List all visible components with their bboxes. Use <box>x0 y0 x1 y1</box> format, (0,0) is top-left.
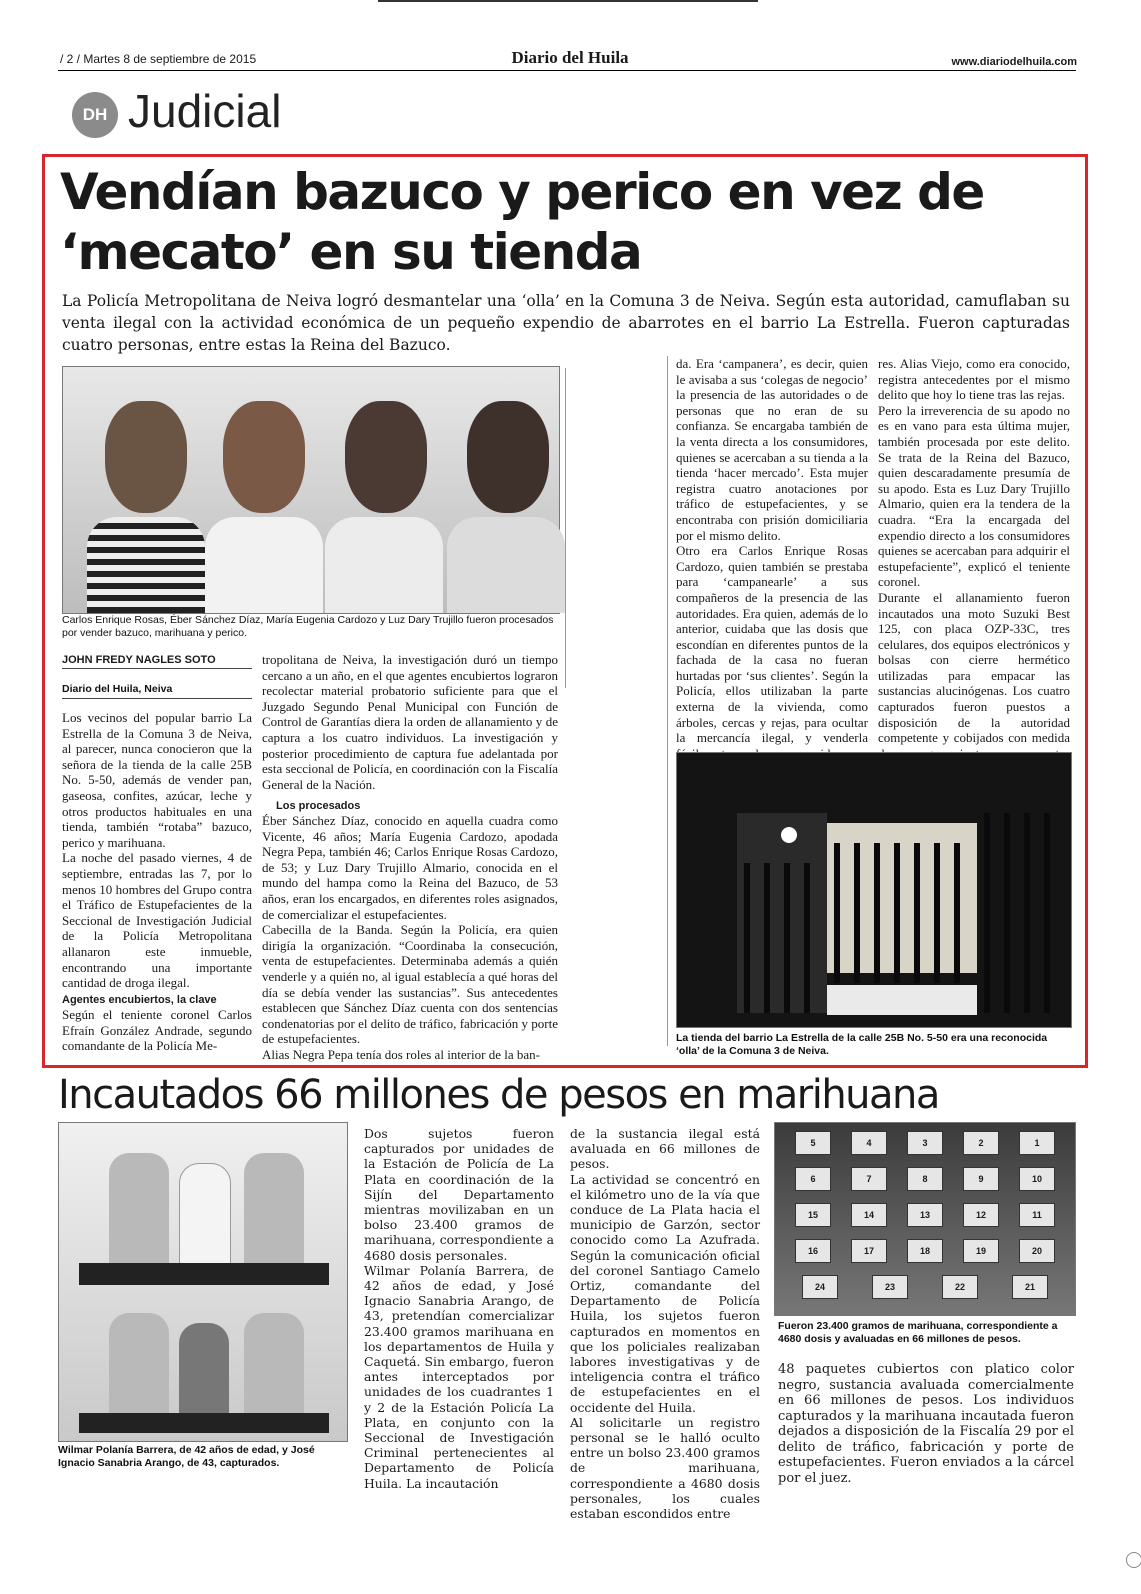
package-label: 8 <box>907 1167 943 1191</box>
suspect-face-2 <box>223 401 305 513</box>
officer-figure <box>244 1153 304 1263</box>
second-col1: Dos sujetos fueron capturados por unidades de la Estación de Policía de La Plata en coordinación de la Sijín del Departamento mientras movilizaban en un bolso 23.400 gramos de marihuana, correspondiente a 4680 dosis personales. Wilmar Polanía Barrera, de 42 años de edad, y José Ignacio Sanabria Arango, de 43, pretendían comercializar 23.400 gramos marihuana en los departamentos de Huila y Caquetá. Sin embargo, fueron antes interceptados por unidades de los cuadrantes 1 y 2 de la Estación Policía La Plata, en conjunto con la Seccional de Investigación Criminal pertenecientes al Departamento de Policía Huila. La incautación <box>364 1126 554 1491</box>
main-col3: da. Era ‘campanera’, es decir, quien le avisaba a sus ‘colegas de negocio’ la presencia de las autoridades o de personas que no eran de su confianza. Se encargaba también de la venta directa a los consumidores, quienes se acercaban a su tienda a la tienda ‘hacer mercado’. Esta mujer registra cuatro anotaciones por tráfico de estupefacientes, y se encontraba con prisión domiciliaria por el mismo delito. Otro era Carlos Enrique Rosas Cardozo, quien también se prestaba para ‘campanearle’ a sus compañeros de la presencia de las autoridades. Era quien, además de lo anterior, cuidaba que las dosis que escondían en diferentes puntos de la fachada de la casa no fueran hurtadas por ‘sus clientes’. Según la Policía, ellos utilizaban la parte externa de la vivienda, como árboles, cercas y rejas, para ocultar la mercancía ilegal, y venderla <box>676 356 868 746</box>
packages-row <box>79 1263 329 1285</box>
package-label: 2 <box>963 1131 999 1155</box>
officer-figure <box>109 1153 169 1263</box>
suspect-body-2 <box>205 517 323 613</box>
package-label: 7 <box>851 1167 887 1191</box>
main-col1b: Según el teniente coronel Carlos Efraín González Andrade, segundo comandante de la Policía Me- <box>62 1007 252 1054</box>
main-col4: res. Alias Viejo, como era conocido, registra antecedentes por el mismo delito que hoy lo tiene tras las rejas. Pero la irreverencia de su apodo no es en vano para esta última mujer, también procesada por este delito. Se trata de la Reina del Bazuco, quien descaradamente presumía de su apodo. Esta es Luz Dary Trujillo Almario, quien era la tendera de la cuadra. “Era la encargada del expendio directo a los consumidores quienes se acercaban para adquirir el estupefaciente”, explicó el teniente coronel. Durante el allanamiento fueron incautados una moto Suzuki Best 125, con placa OZP-33C, tres celulares, dos equipos electrónicos y bolsas con cierre hermético utilizadas para empacar las sustancias alucinógenas. Los cuatro capturados fueron puestos a disposición de la autoridad competente y cobijados con medida <box>878 356 1070 746</box>
package-label: 20 <box>1019 1239 1055 1263</box>
package-label: 19 <box>963 1239 999 1263</box>
package-label: 12 <box>963 1203 999 1227</box>
main-headline: Vendían bazuco y perico en vez de ‘mecato’ en su tienda <box>60 163 984 281</box>
suspects-caption: Carlos Enrique Rosas, Éber Sánchez Díaz, María Eugenia Cardozo y Luz Dary Trujillo fueron procesados por vender bazuco, marihuana y perico. <box>62 614 554 639</box>
main-lead: La Policía Metropolitana de Neiva logró desmantelar una ‘olla’ en la Comuna 3 de Neiva. Según esta autoridad, camuflaban su venta ilegal con la actividad económica de un pequeño expendio de abarrotes en el barrio La Estrella. Fueron capturadas cuatro personas, entre estas la Reina del Bazuco. <box>62 292 1070 354</box>
store-photo <box>676 752 1072 1028</box>
package-label: 3 <box>907 1131 943 1155</box>
corner-mark <box>1126 1552 1141 1568</box>
byline: JOHN FREDY NAGLES SOTO <box>62 654 252 669</box>
marijuana-packages-photo <box>774 1122 1076 1316</box>
suspect-body-1 <box>87 517 205 613</box>
arrest-caption: Wilmar Polanía Barrera, de 42 años de edad, y José Ignacio Sanabria Arango, de 43, capturados. <box>58 1444 315 1469</box>
byline-source: Diario del Huila, Neiva <box>62 683 252 699</box>
header-rule <box>58 70 1076 71</box>
masthead: Diario del Huila <box>511 48 629 67</box>
top-rule <box>378 0 758 2</box>
package-label: 24 <box>802 1275 838 1299</box>
arrest-photo <box>58 1122 348 1442</box>
suspect-body-3 <box>325 517 443 613</box>
package-label: 14 <box>851 1203 887 1227</box>
section-title: Judicial <box>128 85 282 137</box>
main-col1: Los vecinos del popular barrio La Estrella de la Comuna 3 de Neiva, al parecer, nunca conocieron que la señora de la tienda de la calle 25B No. 5-50, además de vender pan, gaseosa, confites, azúcar, leche y otros productos habituales en una tienda, también “rotaba” bazuco, perico y marihuana. La noche del pasado viernes, 4 de septiembre, entradas las 7, por lo menos 10 hombres del Grupo contra el Tráfico de Estupefacientes de la Seccional de Investigación Judicial de la Policía Metropolitana allanaron este inmueble, encontrando una importante cantidad de droga ilegal. <box>62 710 252 991</box>
package-label: 13 <box>907 1203 943 1227</box>
suspect-face-1 <box>105 401 187 513</box>
package-label: 21 <box>1012 1275 1048 1299</box>
package-label: 16 <box>795 1239 831 1263</box>
suspect-figure <box>179 1323 229 1413</box>
package-label: 15 <box>795 1203 831 1227</box>
packages-caption: Fueron 23.400 gramos de marihuana, correspondiente a 4680 dosis y avaluadas en 66 millones de pesos. <box>778 1320 1058 1345</box>
subhead-agentes: Agentes encubiertos, la clave <box>62 994 217 1006</box>
page-date: / 2 / Martes 8 de septiembre de 2015 <box>60 52 257 66</box>
suspect-body-4 <box>447 517 565 613</box>
second-col2: de la sustancia ilegal está avaluada en 66 millones de pesos. La actividad se concentró en el kilómetro uno de la vía que conduce de La Plata hacia el municipio de Garzón, sector conocido como La Azufrada. Según la comunicación oficial del coronel Santiago Camelo Ortiz, comandante del Departamento de Policía Huila, los sujetos fueron capturados en momentos en que los policiales realizaban labores investigativas y de inteligencia contra el tráfico de estupefacientes en el occidente del Huila. Al solicitarle un registro personal se le halló oculto entre un bolso 23.400 gramos de marihuana, correspondiente a 4680 dosis personales, los cuales estaban escondidos entre <box>570 1126 760 1522</box>
suspect-face-3 <box>345 401 427 513</box>
website[interactable]: www.diariodelhuila.com <box>951 56 1077 68</box>
column-divider <box>667 356 668 1046</box>
dh-logo: DH <box>72 92 118 138</box>
package-label: 22 <box>942 1275 978 1299</box>
package-label: 17 <box>851 1239 887 1263</box>
main-col2: tropolitana de Neiva, la investigación duró un tiempo cercano a un año, en el que agentes encubiertos lograron recolectar material probatorio suficiente para que el Juzgado Segundo Penal Municipal con Función de Control de Garantías diera la orden de allanamiento y de captura a los cuatro individuos. La investigación y posterior procedimiento de captura fue adelantada por esta seccional de Policía, en coordinación con la Fiscalía General de la Nación. <box>262 652 558 792</box>
package-label: 10 <box>1019 1167 1055 1191</box>
store-gate-illustration <box>677 753 1071 1027</box>
second-col3: 48 paquetes cubiertos con platico color negro, sustancia avaluada comercialmente en 66 millones de pesos. Los individuos capturados y la marihuana incautada fueron dejados a disposición de la Fiscalía 29 por el delito de tráfico, fabricación y porte de estupefacientes. Fueron enviados a la cárcel por el juez. <box>778 1362 1074 1486</box>
package-label: 23 <box>872 1275 908 1299</box>
officer-figure <box>109 1313 169 1413</box>
package-label: 1 <box>1019 1131 1055 1155</box>
column-divider <box>565 368 566 688</box>
suspects-photo <box>62 366 560 614</box>
store-caption: La tienda del barrio La Estrella de la calle 25B No. 5-50 era una reconocida ‘olla’ de la Comuna 3 de Neiva. <box>676 1032 1048 1057</box>
package-label: 5 <box>795 1131 831 1155</box>
main-col2b: Éber Sánchez Díaz, conocido en aquella cuadra como Vicente, 46 años; María Eugenia Cardozo, apodada Negra Pepa, también 46; Carlos Enrique Rosas Cardozo, de 53; y Luz Dary Trujillo Almario, conocida en el mundo del hampa como la Reina del Bazuco, de 53 años, eran los encargados, en diferentes roles asignados, de comercializar el estupefacientes. Cabecilla de la Banda. Según la Policía, era quien dirigía la organización. “Coordinaba la consecución, venta de estupefacientes. Determinaba además a quién venderle y a quién no, al igual establecía a qué horas del día se debía vender las sustancias”. Sus antecedentes establecen que Sánchez Díaz cuenta con dos sentencias condenatorias por el delito de tráfico, fabricación y porte de estupefacientes. Alias Negra Pepa tenía dos roles al interior de la ban- <box>262 813 558 1062</box>
package-label: 18 <box>907 1239 943 1263</box>
package-label: 11 <box>1019 1203 1055 1227</box>
second-headline: Incautados 66 millones de pesos en marihuana <box>58 1072 939 1118</box>
suspect-face-4 <box>467 401 549 513</box>
package-label: 9 <box>963 1167 999 1191</box>
subhead-procesados: Los procesados <box>276 800 361 812</box>
suspect-figure <box>179 1163 231 1265</box>
officer-figure <box>244 1313 304 1413</box>
packages-row <box>79 1413 329 1433</box>
package-label: 6 <box>795 1167 831 1191</box>
package-label: 4 <box>851 1131 887 1155</box>
